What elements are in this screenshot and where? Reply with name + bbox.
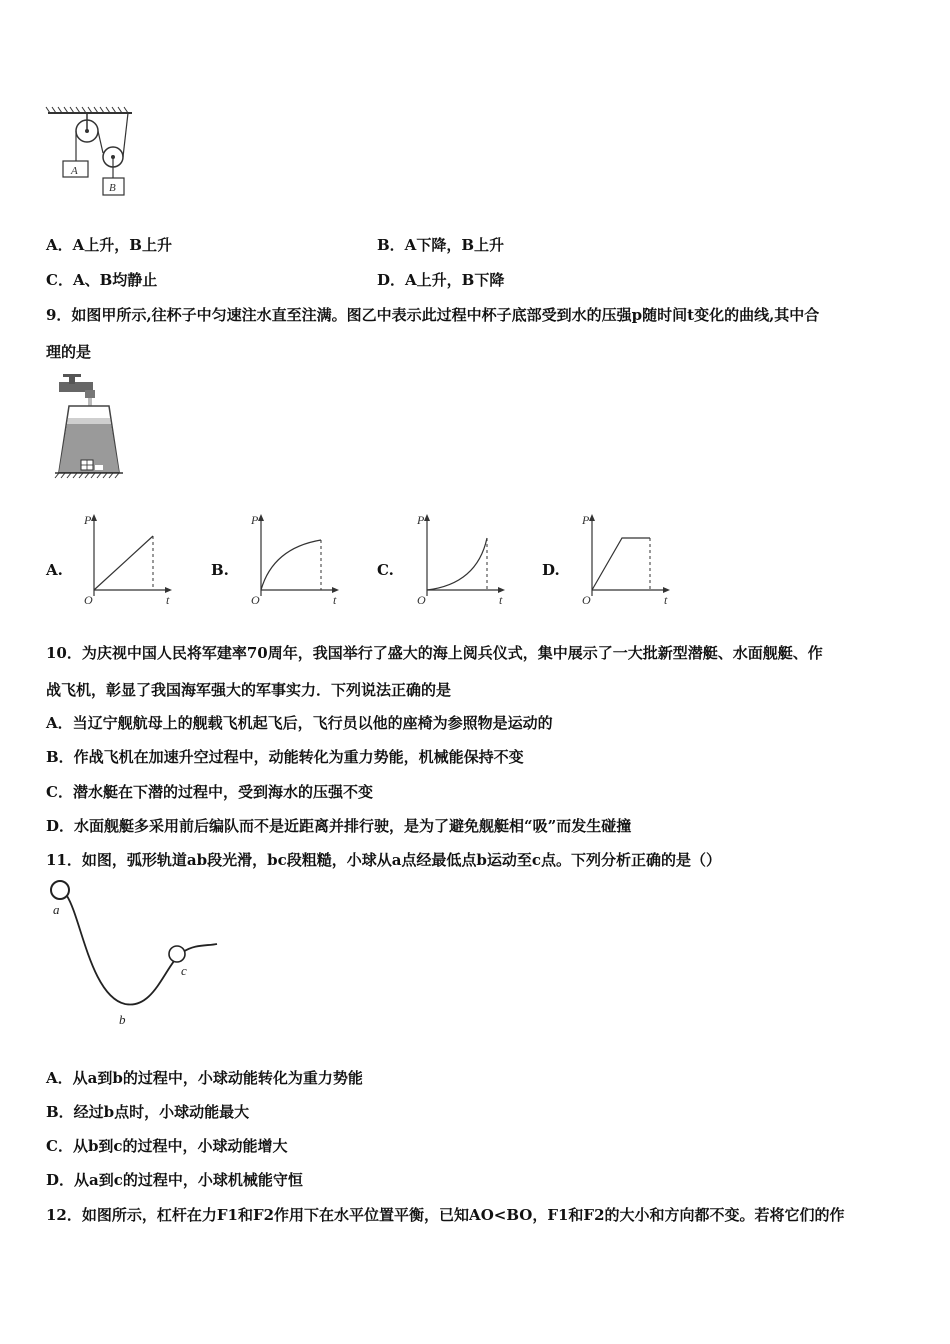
q11-option-c: C．从b到c的过程中，小球动能增大: [46, 1137, 288, 1155]
point-c-label: c: [181, 963, 187, 978]
q10-option-d: D．水面舰艇多采用前后编队而不是近距离并排行驶，是为了避免舰艇相“吸”而发生碰撞: [46, 817, 632, 835]
svg-text:P: P: [84, 513, 92, 527]
q8-option-d: D．A上升，B下降: [377, 271, 505, 289]
q9-graph-label-d: D.: [542, 561, 560, 579]
svg-text:O: O: [417, 593, 426, 607]
q9-graph-label-a: A.: [46, 561, 63, 579]
svg-text:P: P: [417, 513, 425, 527]
q10-stem-line1: 10．为庆视中国人民将军建率70周年，我国举行了盛大的海上阅兵仪式，集中展示了一大批新型潜艇、水面舰艇、作: [46, 644, 823, 662]
q9-graph-label-b: B.: [211, 561, 229, 579]
q8-option-b: B．A下降，B上升: [377, 236, 504, 254]
q12-stem-line1: 12．如图所示，杠杆在力F1和F2作用下在水平位置平衡，已知AO<BO，F1和F2的大小和方向都不变。若将它们的作: [46, 1206, 845, 1224]
faucet-cup-figure: [55, 372, 135, 482]
point-b-label: b: [119, 1012, 126, 1027]
q9-stem-line1: 9．如图甲所示,往杯子中匀速注水直至注满。图乙中表示此过程中杯子底部受到水的压强p随时间t变化的曲线,其中合: [46, 306, 820, 324]
q11-stem: 11．如图，弧形轨道ab段光滑，bc段粗糙，小球从a点经最低点b运动至c点。下列分析正确的是（）: [46, 851, 722, 869]
arc-track-figure: [45, 878, 225, 1028]
svg-text:t: t: [499, 593, 503, 607]
q10-option-a: A．当辽宁舰航母上的舰载飞机起飞后，飞行员以他的座椅为参照物是运动的: [46, 714, 553, 732]
svg-text:O: O: [84, 593, 93, 607]
svg-text:t: t: [166, 593, 170, 607]
svg-text:O: O: [582, 593, 591, 607]
q11-option-b: B．经过b点时，小球动能最大: [46, 1103, 250, 1121]
svg-text:O: O: [251, 593, 260, 607]
q9-graph-a: [80, 512, 175, 607]
q11-option-a: A．从a到b的过程中，小球动能转化为重力势能: [46, 1069, 363, 1087]
svg-text:t: t: [664, 593, 668, 607]
q9-graph-c: [413, 512, 508, 607]
q10-stem-line2: 战飞机，彰显了我国海军强大的军事实力．下列说法正确的是: [46, 681, 452, 699]
box-b-label: B: [109, 182, 116, 194]
q9-graph-label-c: C.: [377, 561, 394, 579]
q8-option-c: C．A、B均静止: [46, 271, 158, 289]
q9-graph-d: [578, 512, 673, 607]
q9-stem-line2: 理的是: [46, 343, 92, 361]
box-a-label: A: [71, 165, 78, 177]
q8-option-a: A．A上升，B上升: [46, 236, 172, 254]
svg-text:P: P: [251, 513, 259, 527]
svg-text:t: t: [333, 593, 337, 607]
svg-text:P: P: [582, 513, 590, 527]
pulley-figure: [40, 105, 140, 205]
q9-graph-b: [247, 512, 342, 607]
q10-option-b: B．作战飞机在加速升空过程中，动能转化为重力势能，机械能保持不变: [46, 748, 524, 766]
q11-option-d: D．从a到c的过程中，小球机械能守恒: [46, 1171, 303, 1189]
point-a-label: a: [53, 902, 60, 917]
q10-option-c: C．潜水艇在下潜的过程中，受到海水的压强不变: [46, 783, 373, 801]
